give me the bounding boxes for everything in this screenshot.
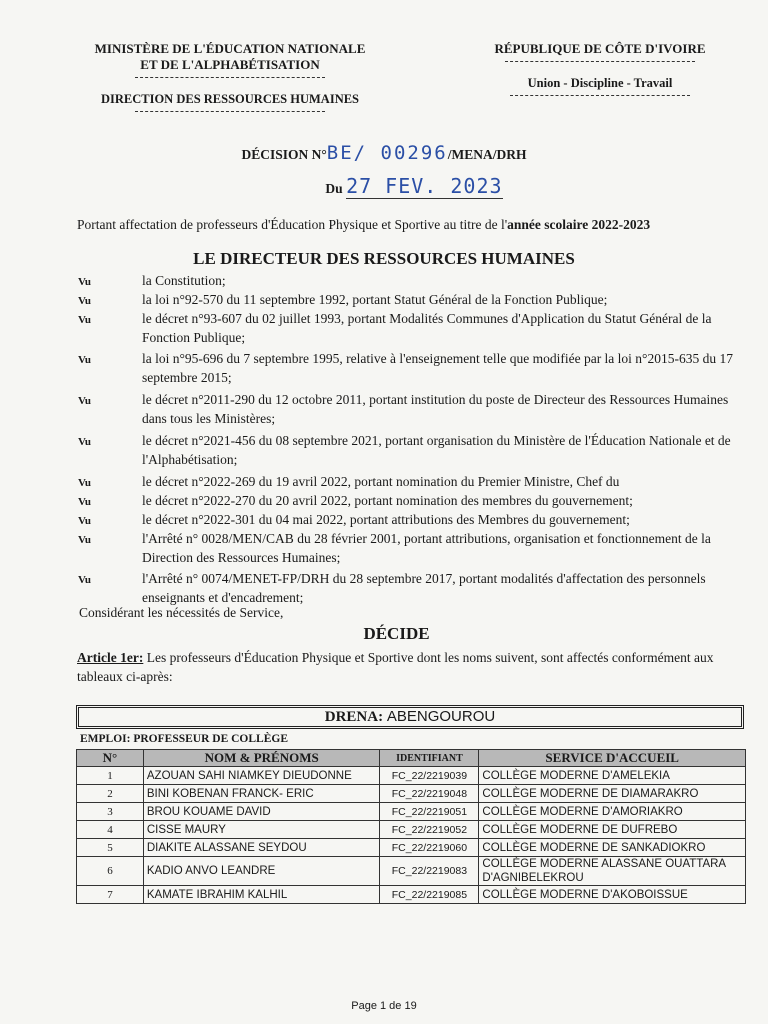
decision-date-line <box>0 174 768 198</box>
ministry-header <box>60 41 400 112</box>
cell-name: BROU KOUAME DAVID <box>143 803 380 821</box>
list-item <box>78 271 738 290</box>
date-stamp: 27 FEV. 2023 <box>346 174 503 198</box>
vu-text: le décret n°2011-290 du 12 octobre 2011, portant institution du poste de Directeur des Ressources Humaines dans tous les Ministères; <box>142 392 729 426</box>
vu-text: la loi n°92-570 du 11 septembre 1992, portant Statut Général de la Fonction Publique; <box>142 292 608 307</box>
vu-key: Vu <box>78 496 92 508</box>
table-row <box>77 803 746 821</box>
cell-name: DIAKITE ALASSANE SEYDOU <box>143 839 380 857</box>
vu-text: le décret n°2021-456 du 08 septembre 2021, portant organisation du Ministère de l'Éducation Nationale et de l'Alphabétisation; <box>142 433 731 467</box>
cell-name: BINI KOBENAN FRANCK- ERIC <box>143 785 380 803</box>
list-item <box>78 491 738 510</box>
drena-banner <box>76 705 744 729</box>
table-row <box>77 839 746 857</box>
vu-text: l'Arrêté n° 0074/MENET-FP/DRH du 28 septembre 2017, portant modalités d'affectation des personnels enseignants et d'encadrement; <box>142 571 706 605</box>
drena-value: ABENGOUROU <box>386 708 496 725</box>
divider <box>135 111 325 112</box>
cell-service: COLLÈGE MODERNE D'AMORIAKRO <box>479 803 746 821</box>
national-motto: Union - Discipline - Travail <box>527 76 673 90</box>
cell-number: 4 <box>77 821 144 839</box>
cell-service: COLLÈGE MODERNE D'AMELEKIA <box>479 767 746 785</box>
col-header-name: NOM & PRÉNOMS <box>143 750 380 767</box>
cell-id: FC_22/2219039 <box>380 767 479 785</box>
ministry-line-1: MINISTÈRE DE L'ÉDUCATION NATIONALE <box>94 41 366 56</box>
page-title: LE DIRECTEUR DES RESSOURCES HUMAINES <box>193 249 575 268</box>
cell-service: COLLÈGE MODERNE DE DUFREBO <box>479 821 746 839</box>
vu-key: Vu <box>78 534 92 546</box>
vu-key: Vu <box>78 314 92 326</box>
list-item <box>78 529 738 569</box>
decision-number-line <box>0 142 768 164</box>
divider <box>505 61 695 62</box>
vu-key: Vu <box>78 354 92 366</box>
cell-number: 1 <box>77 767 144 785</box>
vu-text: l'Arrêté n° 0028/MEN/CAB du 28 février 2001, portant attributions, organisation et fonctionnement de la Direction des Ressources Humaines; <box>142 531 711 565</box>
col-header-number: N° <box>77 750 144 767</box>
decision-subject <box>77 217 737 233</box>
vu-key: Vu <box>78 477 92 489</box>
cell-number: 2 <box>77 785 144 803</box>
vu-key: Vu <box>78 436 92 448</box>
cell-number: 3 <box>77 803 144 821</box>
subject-text: Portant affectation de professeurs d'Éducation Physique et Sportive au titre de l' <box>77 217 508 232</box>
cell-number: 5 <box>77 839 144 857</box>
vu-key: Vu <box>78 395 92 407</box>
vu-key: Vu <box>78 295 92 307</box>
vu-text: le décret n°93-607 du 02 juillet 1993, portant Modalités Communes d'Application du Statut Général de la Fonction Publique; <box>142 311 712 345</box>
list-item <box>78 290 738 309</box>
republic-name: RÉPUBLIQUE DE CÔTE D'IVOIRE <box>494 41 706 56</box>
ministry-line-2: ET DE L'ALPHABÉTISATION <box>140 57 320 72</box>
vu-key: Vu <box>78 276 92 288</box>
vu-key: Vu <box>78 515 92 527</box>
decision-number-stamp: BE/ 00296 <box>326 142 448 164</box>
subject-school-year: année scolaire 2022-2023 <box>507 217 651 232</box>
list-item <box>78 472 738 491</box>
cell-name: KAMATE IBRAHIM KALHIL <box>143 886 380 904</box>
vu-key: Vu <box>78 574 92 586</box>
decision-label: DÉCISION N° <box>241 147 327 162</box>
divider <box>135 77 325 78</box>
cell-id: FC_22/2219060 <box>380 839 479 857</box>
list-item <box>78 569 738 609</box>
list-item <box>78 390 738 431</box>
cell-id: FC_22/2219052 <box>380 821 479 839</box>
cell-id: FC_22/2219085 <box>380 886 479 904</box>
considerant-text: Considérant les nécessités de Service, <box>79 605 284 620</box>
list-item <box>78 349 738 390</box>
cell-number: 6 <box>77 857 144 886</box>
divider <box>510 95 690 96</box>
republic-header <box>470 41 730 96</box>
decide-heading: DÉCIDE <box>363 624 430 643</box>
cell-name: CISSE MAURY <box>143 821 380 839</box>
vu-text: la Constitution; <box>142 273 226 288</box>
cell-service: COLLÈGE MODERNE ALASSANE OUATTARA D'AGNIBELEKROU <box>479 857 746 886</box>
drena-label: DRENA: <box>324 709 384 725</box>
table-row <box>77 857 746 886</box>
table-header-row <box>77 750 746 767</box>
list-item <box>78 309 738 349</box>
decision-suffix: /MENA/DRH <box>447 147 527 162</box>
direction-name: DIRECTION DES RESSOURCES HUMAINES <box>100 92 360 106</box>
date-prefix: Du <box>325 181 343 196</box>
vu-text: la loi n°95-696 du 7 septembre 1995, relative à l'enseignement telle que modifiée par la loi n°2015-635 du 17 septembre 2015; <box>142 351 733 385</box>
article-1 <box>77 648 742 686</box>
list-item <box>78 431 738 472</box>
cell-id: FC_22/2219083 <box>380 857 479 886</box>
col-header-service: SERVICE D'ACCUEIL <box>479 750 746 767</box>
affectation-table <box>76 749 746 904</box>
col-header-id: IDENTIFIANT <box>380 750 479 767</box>
cell-service: COLLÈGE MODERNE D'AKOBOISSUE <box>479 886 746 904</box>
vu-list <box>78 271 738 609</box>
emploi-label: EMPLOI: PROFESSEUR DE COLLÈGE <box>80 733 288 745</box>
cell-id: FC_22/2219051 <box>380 803 479 821</box>
article-text: Les professeurs d'Éducation Physique et Sportive dont les noms suivent, sont affectés conformément aux tableaux ci-après: <box>77 650 714 684</box>
cell-number: 7 <box>77 886 144 904</box>
cell-name: KADIO ANVO LEANDRE <box>143 857 380 886</box>
vu-text: le décret n°2022-270 du 20 avril 2022, portant nomination des membres du gouvernement; <box>142 493 633 508</box>
table-row <box>77 886 746 904</box>
cell-service: COLLÈGE MODERNE DE SANKADIOKRO <box>479 839 746 857</box>
vu-text: le décret n°2022-301 du 04 mai 2022, portant attributions des Membres du gouvernement; <box>142 512 630 527</box>
cell-name: AZOUAN SAHI NIAMKEY DIEUDONNE <box>143 767 380 785</box>
page-number: Page 1 de 19 <box>351 1000 417 1012</box>
cell-id: FC_22/2219048 <box>380 785 479 803</box>
cell-service: COLLÈGE MODERNE DE DIAMARAKRO <box>479 785 746 803</box>
table-row <box>77 821 746 839</box>
table-row <box>77 785 746 803</box>
list-item <box>78 510 738 529</box>
vu-text: le décret n°2022-269 du 19 avril 2022, portant nomination du Premier Ministre, Chef du <box>142 474 620 489</box>
table-row <box>77 767 746 785</box>
article-label: Article 1er: <box>77 650 144 665</box>
